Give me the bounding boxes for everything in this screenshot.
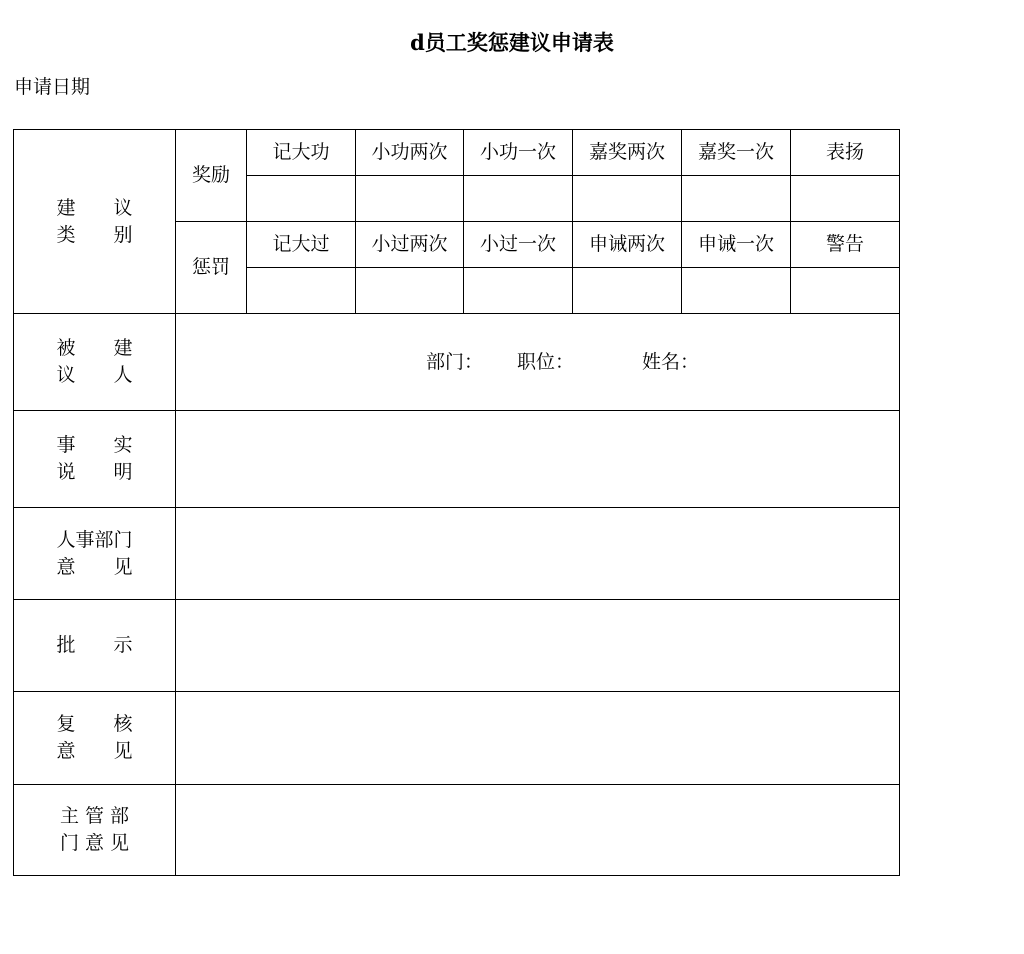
approval-value-cell[interactable] — [176, 600, 900, 692]
supervisor-opinion-label-line1: 主 管 部 — [59, 805, 130, 827]
supervisor-opinion-label-line2: 门 意 见 — [59, 832, 130, 854]
name-label: 姓名： — [642, 350, 700, 373]
penalty-label: 惩罚 — [176, 222, 247, 314]
application-form-table — [13, 129, 900, 876]
facts-label-line2: 说 明 — [56, 461, 133, 483]
reward-option-label: 表扬 — [791, 130, 900, 176]
penalty-option-label: 申诫一次 — [682, 222, 791, 268]
nominee-label-line2: 议 人 — [56, 364, 133, 386]
nominee-label-cell — [14, 314, 176, 411]
hr-opinion-value-cell[interactable] — [176, 508, 900, 600]
penalty-option-cell[interactable] — [682, 268, 791, 314]
penalty-option-label: 小过两次 — [356, 222, 464, 268]
facts-row — [14, 411, 900, 508]
nominee-row — [14, 314, 900, 411]
application-date-label: 申请日期 — [14, 76, 91, 98]
hr-opinion-label — [56, 527, 132, 581]
penalty-option-cell[interactable] — [573, 268, 682, 314]
reward-options-row — [14, 130, 900, 176]
nominee-label-line1: 被 建 — [56, 337, 133, 359]
nominee-fields — [426, 349, 699, 376]
penalty-option-label: 记大过 — [247, 222, 356, 268]
hr-opinion-row — [14, 508, 900, 600]
reward-option-cell[interactable] — [682, 176, 791, 222]
approval-row — [14, 600, 900, 692]
penalty-option-cell[interactable] — [791, 268, 900, 314]
review-row — [14, 692, 900, 785]
hr-opinion-label-line2: 意 见 — [56, 555, 133, 578]
reward-option-label: 嘉奖一次 — [682, 130, 791, 176]
review-value-cell[interactable] — [176, 692, 900, 785]
reward-option-cell[interactable] — [573, 176, 682, 222]
reward-option-cell[interactable] — [247, 176, 356, 222]
review-label — [56, 711, 132, 765]
category-label — [56, 195, 132, 249]
category-label-cell — [14, 130, 176, 314]
penalty-option-label: 申诫两次 — [573, 222, 682, 268]
approval-label-cell — [14, 600, 176, 692]
review-label-cell — [14, 692, 176, 785]
reward-option-cell[interactable] — [791, 176, 900, 222]
penalty-option-label: 警告 — [791, 222, 900, 268]
reward-option-label: 嘉奖两次 — [573, 130, 682, 176]
reward-label: 奖励 — [176, 130, 247, 222]
facts-label-line1: 事 实 — [56, 434, 133, 456]
reward-option-label: 记大功 — [247, 130, 356, 176]
review-label-line1: 复 核 — [56, 713, 133, 735]
penalty-option-label: 小过一次 — [464, 222, 573, 268]
facts-label-cell — [14, 411, 176, 508]
supervisor-opinion-label — [60, 803, 129, 857]
reward-option-cell[interactable] — [356, 176, 464, 222]
nominee-label — [56, 335, 132, 389]
reward-option-cell[interactable] — [464, 176, 573, 222]
approval-label — [56, 632, 132, 659]
penalty-option-cell[interactable] — [464, 268, 573, 314]
penalty-option-cell[interactable] — [356, 268, 464, 314]
department-label: 部门： — [426, 350, 484, 373]
penalty-option-cell[interactable] — [247, 268, 356, 314]
facts-label — [56, 432, 132, 486]
supervisor-opinion-row — [14, 785, 900, 876]
reward-option-label: 小功两次 — [356, 130, 464, 176]
form-title: d员工奖惩建议申请表 — [410, 30, 614, 55]
review-label-line2: 意 见 — [56, 740, 133, 762]
position-label: 职位： — [517, 350, 575, 373]
reward-option-label: 小功一次 — [464, 130, 573, 176]
facts-value-cell[interactable] — [176, 411, 900, 508]
hr-opinion-label-cell — [14, 508, 176, 600]
nominee-value-cell[interactable] — [176, 314, 900, 411]
category-label-line2: 类 别 — [56, 223, 133, 246]
supervisor-opinion-label-cell — [14, 785, 176, 876]
supervisor-opinion-value-cell[interactable] — [176, 785, 900, 876]
approval-label-text: 批 示 — [56, 634, 133, 656]
hr-opinion-label-line1: 人事部门 — [56, 528, 133, 551]
category-label-line1: 建 议 — [56, 196, 133, 219]
